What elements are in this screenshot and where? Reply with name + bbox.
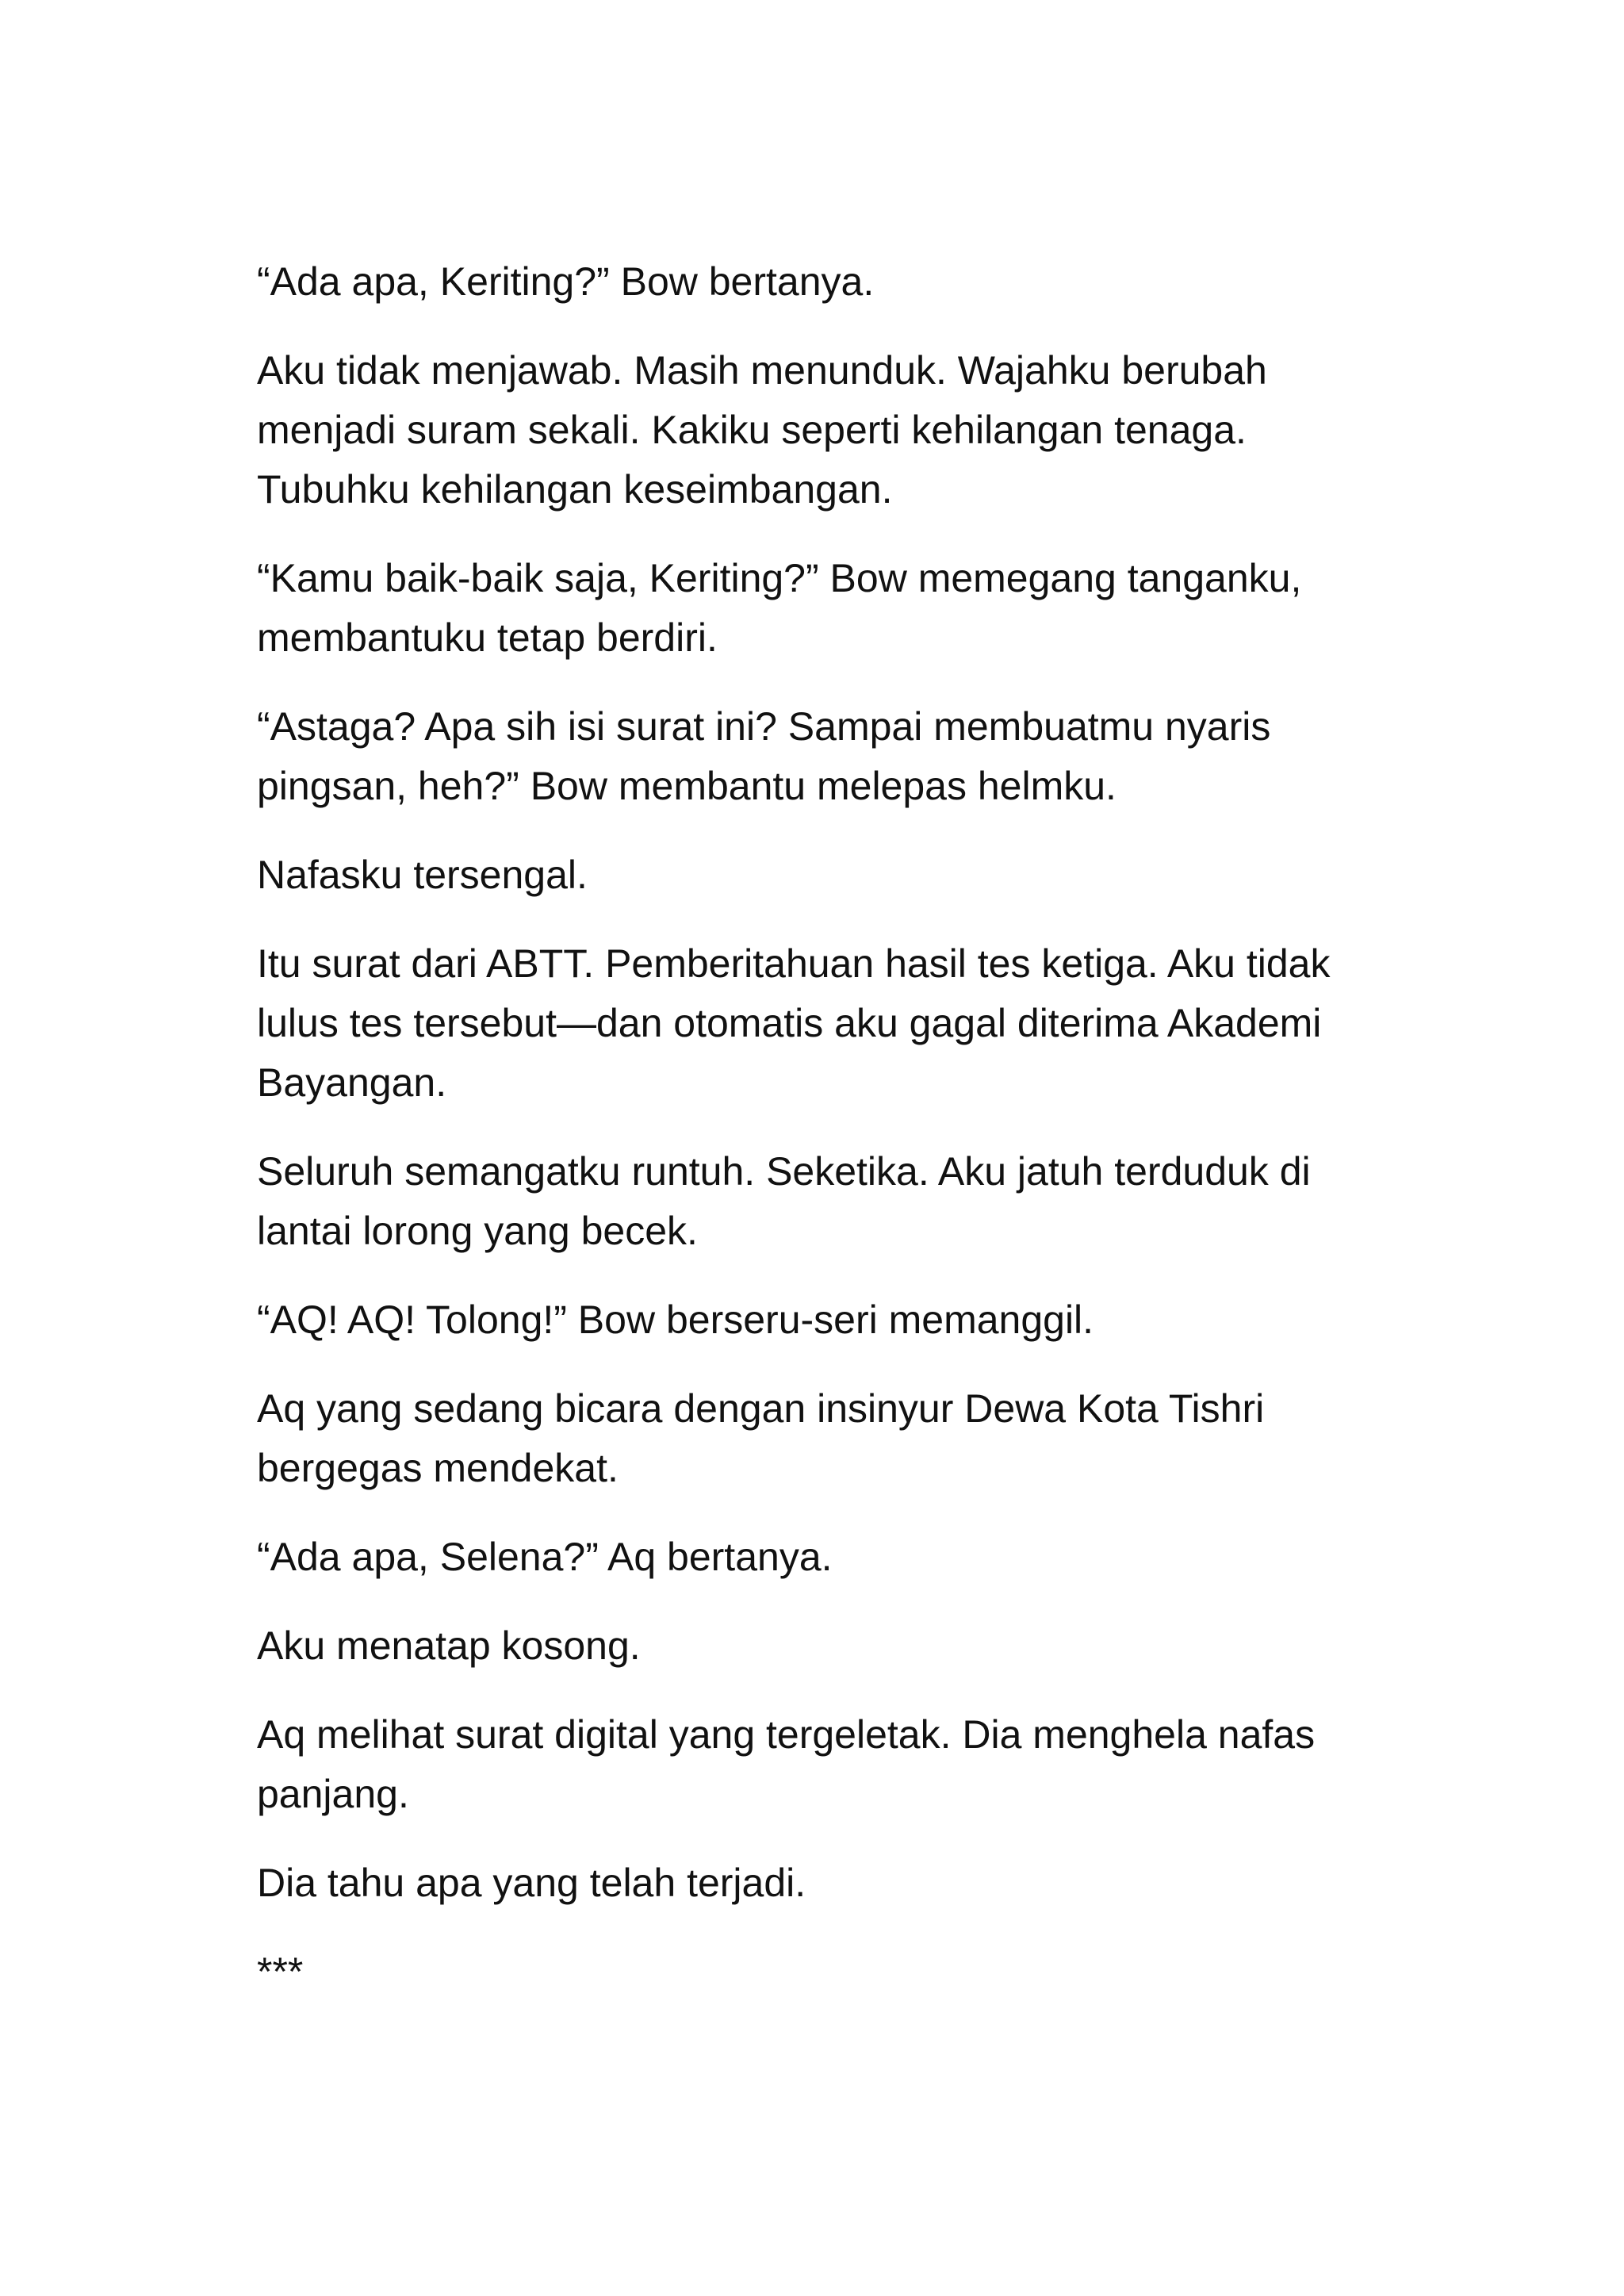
paragraph: “Kamu baik-baik saja, Keriting?” Bow memegang tanganku, membantuku tetap berdiri. xyxy=(257,556,1302,660)
paragraph: “Ada apa, Selena?” Aq bertanya. xyxy=(257,1535,833,1579)
paragraph: Nafasku tersengal. xyxy=(257,853,588,897)
paragraph: Aku tidak menjawab. Masih menunduk. Wajahku berubah menjadi suram sekali. Kakiku seperti kehilangan tenaga. Tubuhku kehilangan keseimbangan. xyxy=(257,348,1267,512)
paragraph: “Ada apa, Keriting?” Bow bertanya. xyxy=(257,259,875,304)
paragraph: Aq yang sedang bicara dengan insinyur Dewa Kota Tishri bergegas mendekat. xyxy=(257,1386,1265,1490)
scene-break: *** xyxy=(257,1949,304,1994)
paragraph: Aku menatap kosong. xyxy=(257,1623,641,1668)
paragraph: Dia tahu apa yang telah terjadi. xyxy=(257,1861,806,1905)
paragraph: Seluruh semangatku runtuh. Seketika. Aku jatuh terduduk di lantai lorong yang becek. xyxy=(257,1149,1311,1253)
paragraph: Aq melihat surat digital yang tergeletak. Dia menghela nafas panjang. xyxy=(257,1712,1316,1816)
story-text xyxy=(257,252,1383,2031)
paragraph: Itu surat dari ABTT. Pemberitahuan hasil tes ketiga. Aku tidak lulus tes tersebut—dan otomatis aku gagal diterima Akademi Bayangan. xyxy=(257,941,1331,1105)
paragraph: “Astaga? Apa sih isi surat ini? Sampai membuatmu nyaris pingsan, heh?” Bow membantu melepas helmku. xyxy=(257,704,1271,808)
paragraph: “AQ! AQ! Tolong!” Bow berseru-seri memanggil. xyxy=(257,1297,1094,1342)
